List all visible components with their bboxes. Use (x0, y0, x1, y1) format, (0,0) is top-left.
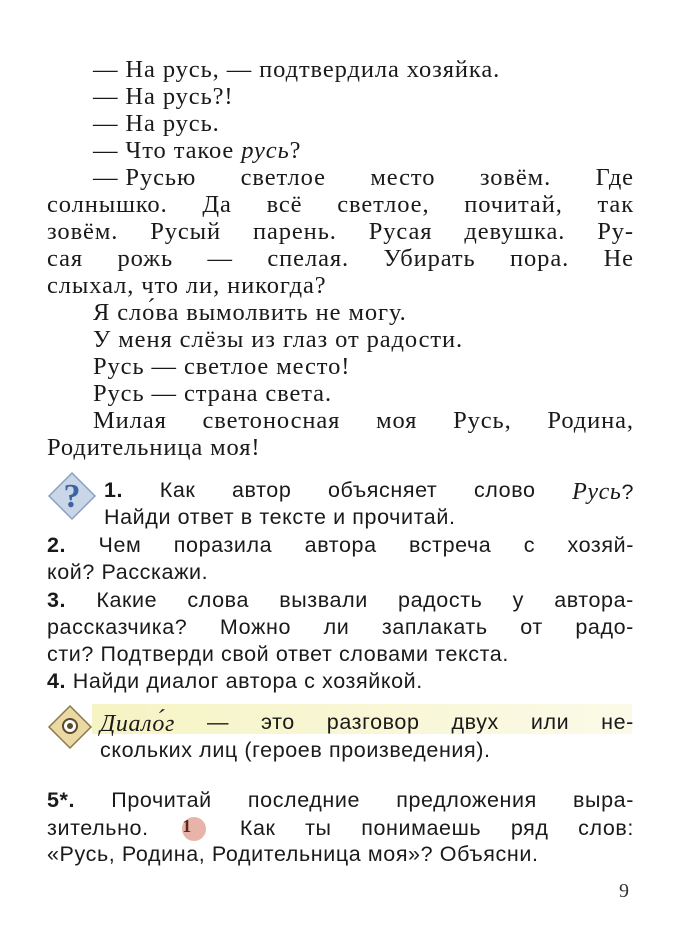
story-line: Русь — страна света. (93, 380, 332, 407)
story-line: солнышко. Да всё светлое, почитай, так (47, 191, 634, 218)
question-4: 4. Найди диалог автора с хозяйкой. (47, 669, 423, 693)
story-line: — На русь?! (93, 83, 234, 110)
story-line: Русь — светлое место! (93, 353, 351, 380)
question-1: 1. Как автор объясняет слово Русь? (104, 478, 634, 505)
question-3-line3: сти? Подтверди свой ответ словами текста. (47, 642, 509, 666)
question-2-line2: кой? Расскажи. (47, 560, 209, 584)
question-2: 2. Чем поразила автора встреча с хозяй- (47, 533, 634, 557)
level-badge: 1 (182, 817, 206, 841)
story-line: зовём. Русый парень. Русая девушка. Ру- (47, 218, 634, 245)
task-5-line3: «Русь, Родина, Родительница моя»? Объясни. (47, 842, 539, 866)
question-mark-icon (47, 471, 97, 521)
page-number: 9 (619, 880, 629, 902)
svg-text:?: ? (63, 478, 81, 515)
story-line: — На русь. (93, 110, 220, 137)
story-line: — На русь, — подтвердила хозяйка. (93, 56, 501, 83)
story-line: У меня слёзы из глаз от радости. (93, 326, 464, 353)
story-line: слыхал, что ли, никогда? (47, 272, 327, 299)
question-3: 3. Какие слова вызвали радость у автора- (47, 588, 634, 612)
task-5-line2: зительно. 1 Как ты понимаешь ряд слов: (47, 816, 634, 841)
story-line: сая рожь — спелая. Убирать пора. Не (47, 245, 634, 272)
story-line: Родительница моя! (47, 434, 261, 461)
definition-line1: Диало́г — это разговор двух или не- (100, 710, 634, 737)
story-line: Милая светоносная моя Русь, Родина, (93, 407, 634, 434)
story-line: Я сло́ва вымолвить не могу. (93, 299, 407, 326)
question-3-line2: рассказчика? Можно ли заплакать от радо- (47, 615, 634, 639)
question-1-line2: Найди ответ в тексте и прочитай. (104, 505, 456, 529)
definition-line2: скольких лиц (героев произведения). (100, 738, 491, 762)
task-5: 5*. Прочитай последние предложения выра- (47, 788, 634, 812)
story-line: — Русью светлое место зовём. Где (93, 164, 634, 191)
story-line: — Что такое русь? (93, 137, 302, 164)
info-diamond-icon (47, 704, 93, 750)
